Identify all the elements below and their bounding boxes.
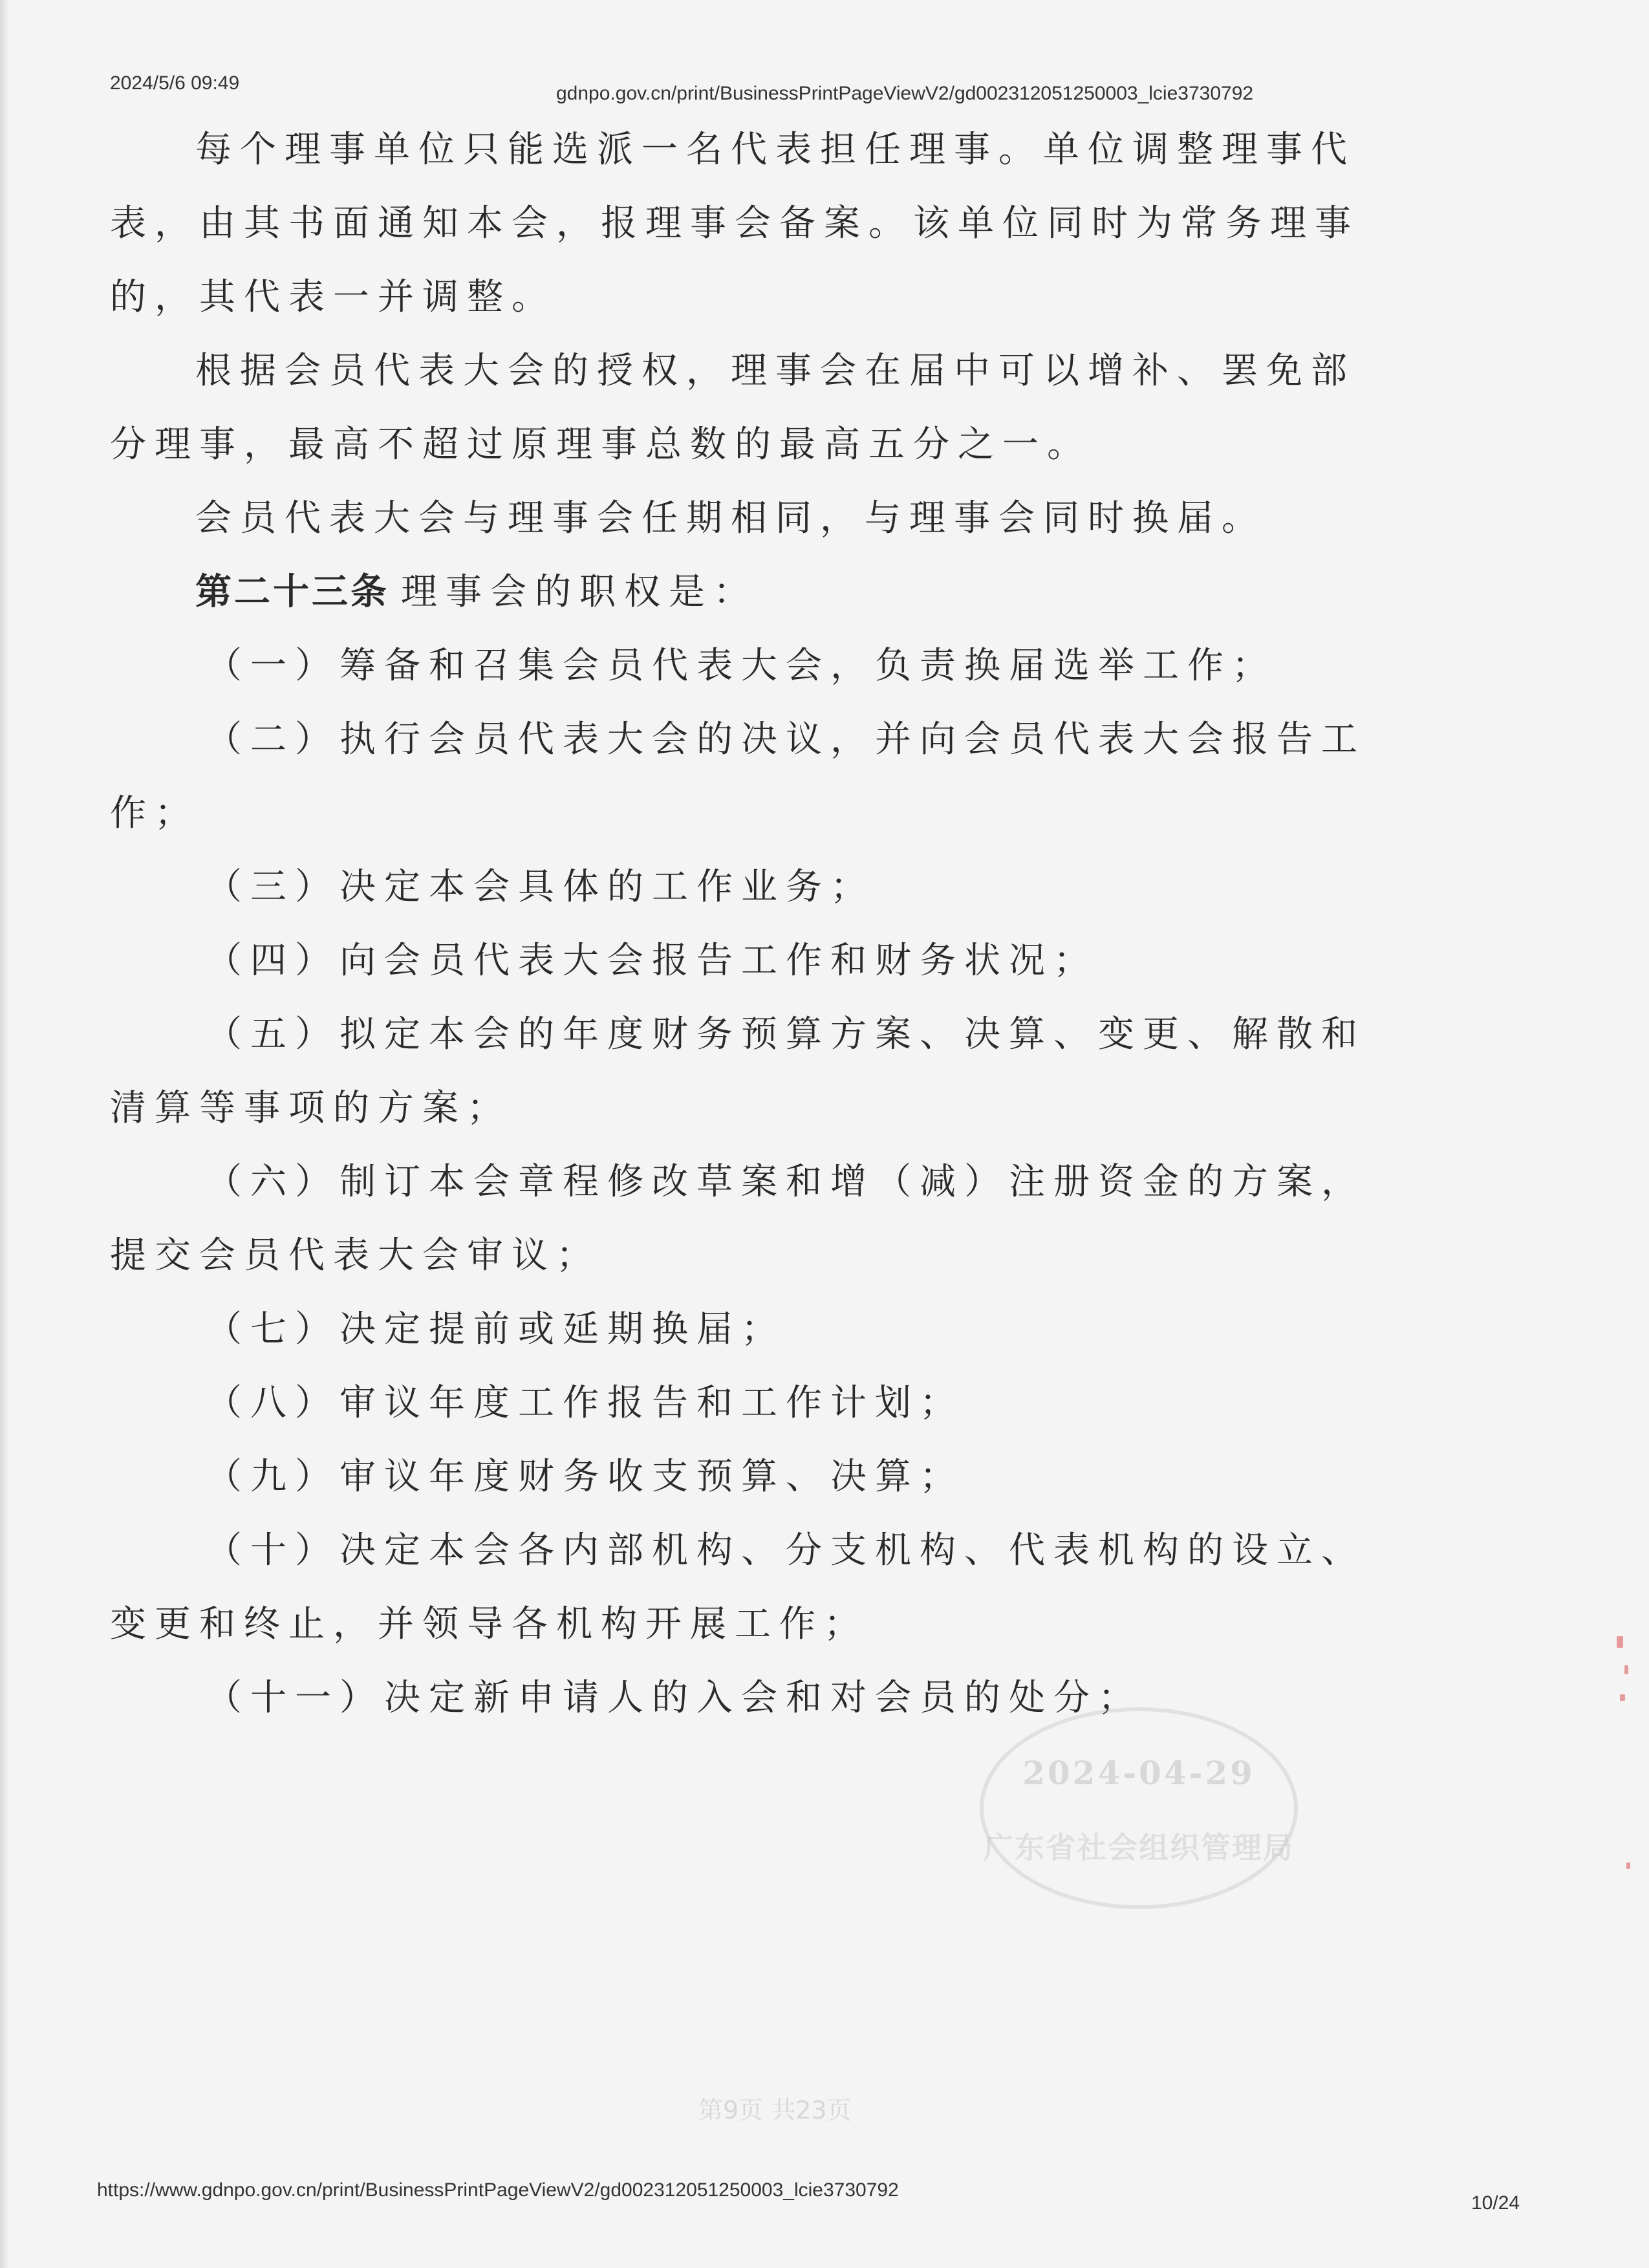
seal-date: 2024-04-29 xyxy=(1022,1754,1255,1792)
item-2: （二）执行会员代表大会的决议，并向会员代表大会报告工作； xyxy=(110,718,1366,834)
item-8: （八）审议年度工作报告和工作计划； xyxy=(206,1382,964,1424)
print-datetime: 2024/5/6 09:49 xyxy=(110,72,240,94)
item-5: （五）拟定本会的年度财务预算方案、决算、变更、解散和清算等事项的方案； xyxy=(110,1013,1366,1129)
article-23 xyxy=(110,556,1377,629)
paragraph-2: 根据会员代表大会的授权，理事会在届中可以增补、罢免部分理事，最高不超过原理事总数的最高五分之一。 xyxy=(110,350,1355,466)
footer-page-number: 10/24 xyxy=(1471,2192,1520,2214)
red-mark xyxy=(1620,1694,1625,1701)
paragraph-1: 每个理事单位只能选派一名代表担任理事。单位调整理事代表，由其书面通知本会，报理事会备案。该单位同时为常务理事的，其代表一并调整。 xyxy=(110,129,1359,318)
red-mark xyxy=(1624,1665,1628,1674)
official-seal xyxy=(980,1707,1298,1909)
inner-page-number: 第9页 共23页 xyxy=(698,2096,852,2124)
item-3: （三）决定本会具体的工作业务； xyxy=(206,866,875,908)
item-1: （一）筹备和召集会员代表大会，负责换届选举工作； xyxy=(206,645,1277,687)
red-mark xyxy=(1617,1636,1623,1648)
header-url: gdnpo.gov.cn/print/BusinessPrintPageViewV2/gd002312051250003_lcie3730792 xyxy=(556,83,1254,104)
article-heading: 第二十三条 xyxy=(195,571,389,613)
paragraph-3: 会员代表大会与理事会任期相同，与理事会同时换届。 xyxy=(195,497,1266,539)
seal-organization: 广东省社会组织管理局 xyxy=(984,1830,1294,1865)
item-10: （十）决定本会各内部机构、分支机构、代表机构的设立、变更和终止，并领导各机构开展工作； xyxy=(110,1529,1366,1645)
item-6: （六）制订本会章程修改草案和增（减）注册资金的方案，提交会员代表大会审议； xyxy=(110,1161,1366,1277)
red-mark xyxy=(1626,1863,1630,1869)
scan-edge xyxy=(0,0,9,2268)
item-9: （九）审议年度财务收支预算、决算； xyxy=(206,1456,964,1498)
footer-url: https://www.gdnpo.gov.cn/print/BusinessPrintPageViewV2/gd002312051250003_lcie3730792 xyxy=(97,2179,899,2201)
article-intro: 理事会的职权是： xyxy=(401,571,758,613)
item-11: （十一）决定新申请人的入会和对会员的处分； xyxy=(206,1677,1143,1719)
item-7: （七）决定提前或延期换届； xyxy=(206,1308,786,1350)
item-4: （四）向会员代表大会报告工作和财务状况； xyxy=(206,940,1098,982)
document-body xyxy=(110,113,1377,1735)
